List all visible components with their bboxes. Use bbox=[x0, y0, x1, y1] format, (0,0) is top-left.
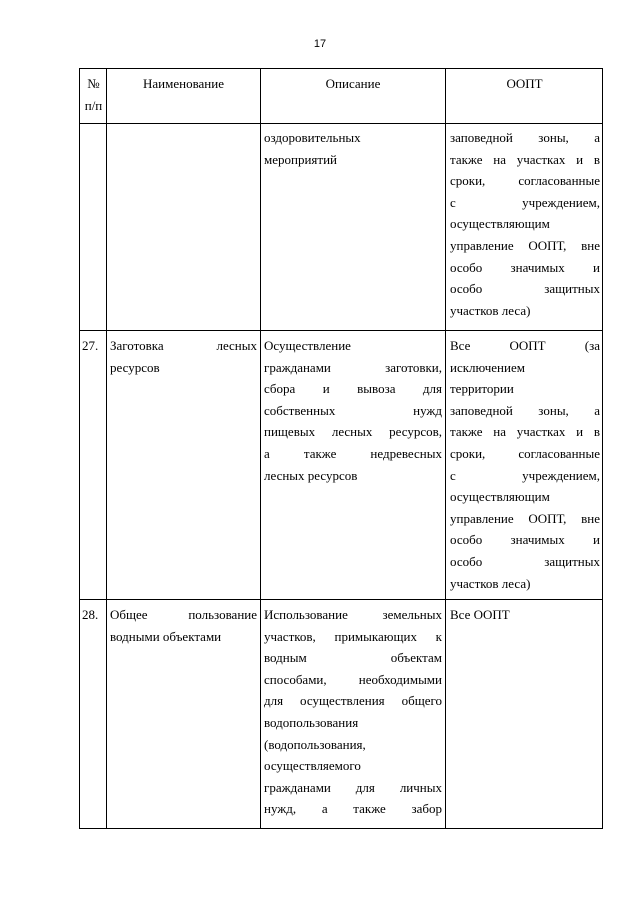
row-cont-description: оздоровительных мероприятий bbox=[264, 130, 361, 167]
column-divider bbox=[445, 69, 446, 828]
column-divider bbox=[260, 69, 261, 828]
row-27-oopt: Все ООПТ (за исключением территории заповедной зоны, а также на участках и в сроки, согласованные с учреждением, осуществляющим управление ООПТ, вне особо значимых и особо защитных участков леса) bbox=[450, 338, 600, 591]
header-oopt: ООПТ bbox=[506, 76, 543, 91]
row-cont-oopt: заповедной зоны, а также на участках и в сроки, согласованные с учреждением, осуществляющим управление ООПТ, вне особо значимых и особо защитных участков леса) bbox=[450, 130, 600, 318]
header-num: № п/п bbox=[84, 76, 103, 113]
row-divider bbox=[80, 599, 602, 600]
regulations-table bbox=[79, 68, 603, 829]
page-number: 17 bbox=[313, 38, 327, 50]
row-28-description: Использование земельных участков, примыкающих к водным объектам способами, необходимыми для осуществления общего водопользования (водопользования, осуществляемого гражданами для личных нужд, а также забор bbox=[264, 607, 442, 817]
row-28-name: Общее пользование водными объектами bbox=[110, 607, 257, 644]
row-27-description: Осуществление гражданами заготовки, сбора и вывоза для собственных нужд пищевых лесных ресурсов, а также недревесных лесных ресурсов bbox=[264, 338, 442, 483]
header-name: Наименование bbox=[143, 76, 224, 91]
row-27-num: 27. bbox=[82, 338, 99, 353]
column-divider bbox=[106, 69, 107, 828]
row-28-oopt: Все ООПТ bbox=[450, 607, 510, 622]
row-divider bbox=[80, 123, 602, 124]
row-divider bbox=[80, 330, 602, 331]
row-27-name: Заготовка лесных ресурсов bbox=[110, 338, 257, 375]
header-description: Описание bbox=[325, 76, 381, 91]
row-28-num: 28. bbox=[82, 607, 99, 622]
